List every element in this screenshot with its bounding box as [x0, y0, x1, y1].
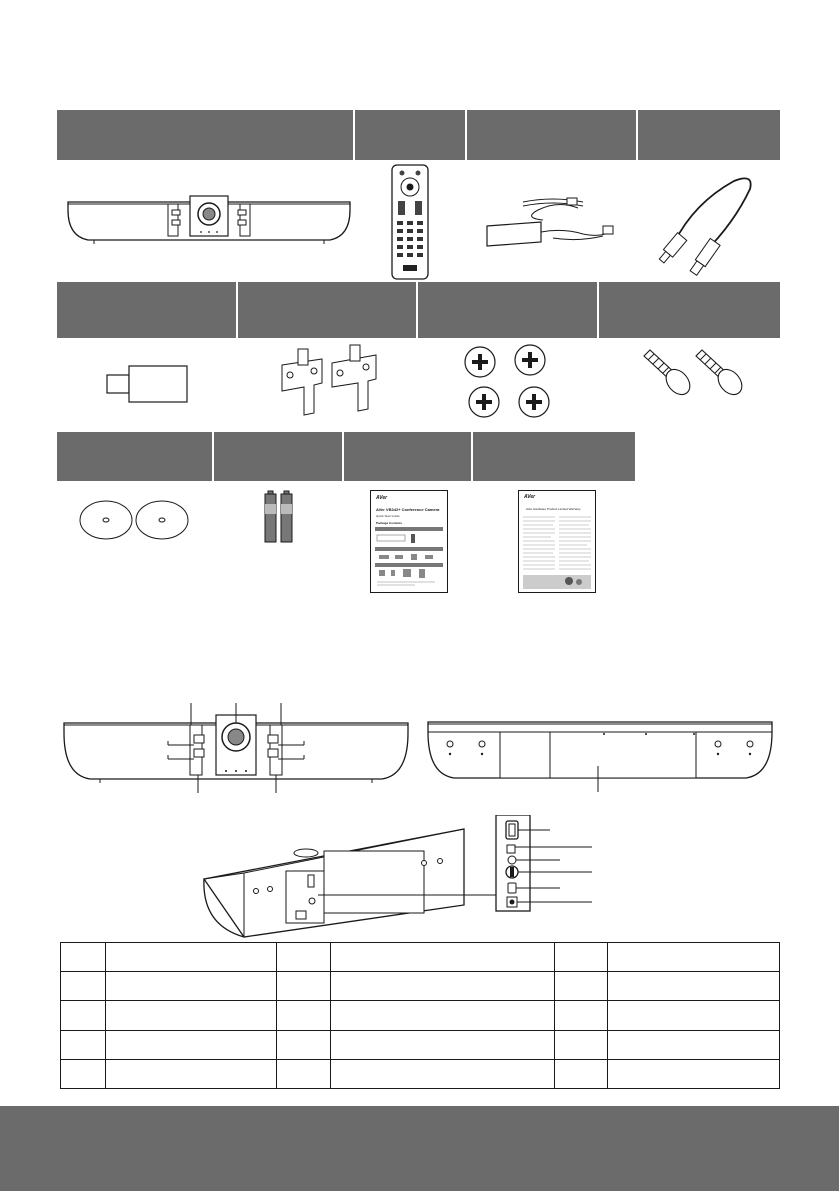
rubber-pads-illustration — [78, 496, 190, 542]
camera-bar-illustration — [64, 190, 354, 250]
front-view-diagram — [60, 703, 412, 795]
guide-section: Package Contents — [376, 521, 403, 525]
warranty-card-illustration — [518, 490, 596, 593]
mount-screws-illustration — [640, 346, 744, 402]
parts-table — [60, 942, 780, 1089]
rear-view-diagram — [424, 718, 776, 794]
package-header-row1-cell4 — [638, 110, 780, 160]
flat-head-screws-illustration — [460, 344, 556, 422]
package-header-row3-cell1 — [57, 432, 212, 481]
usb-adapter-illustration — [104, 362, 190, 404]
warranty-logo: AVer — [524, 494, 536, 500]
page-footer — [0, 1106, 839, 1191]
package-header-row2-cell1 — [57, 282, 236, 338]
package-header-row2-cell3 — [418, 282, 597, 338]
guide-title: AVer VB342+ Conference Camera — [376, 507, 440, 512]
power-adapter-illustration — [483, 190, 623, 250]
quick-start-guide-illustration — [370, 490, 448, 593]
package-header-row3-cell4 — [473, 432, 635, 481]
aaa-batteries-illustration — [261, 490, 297, 546]
package-header-row1-cell1 — [57, 110, 353, 160]
package-header-row3-cell2 — [214, 432, 342, 481]
angled-view-diagram — [200, 815, 596, 939]
guide-subtitle: Quick Start Guide — [376, 514, 400, 518]
wall-mount-brackets-illustration — [278, 343, 382, 425]
usb-cable-illustration — [654, 173, 764, 281]
package-header-row1-cell2 — [355, 110, 465, 160]
package-header-row1-cell3 — [467, 110, 636, 160]
guide-logo: AVer — [376, 495, 388, 501]
warranty-title: AVer Hardware Product Limited Warranty — [526, 507, 581, 511]
package-header-row2-cell2 — [238, 282, 416, 338]
package-header-row2-cell4 — [599, 282, 780, 338]
package-header-row3-cell3 — [344, 432, 471, 481]
remote-control-illustration — [388, 163, 432, 283]
